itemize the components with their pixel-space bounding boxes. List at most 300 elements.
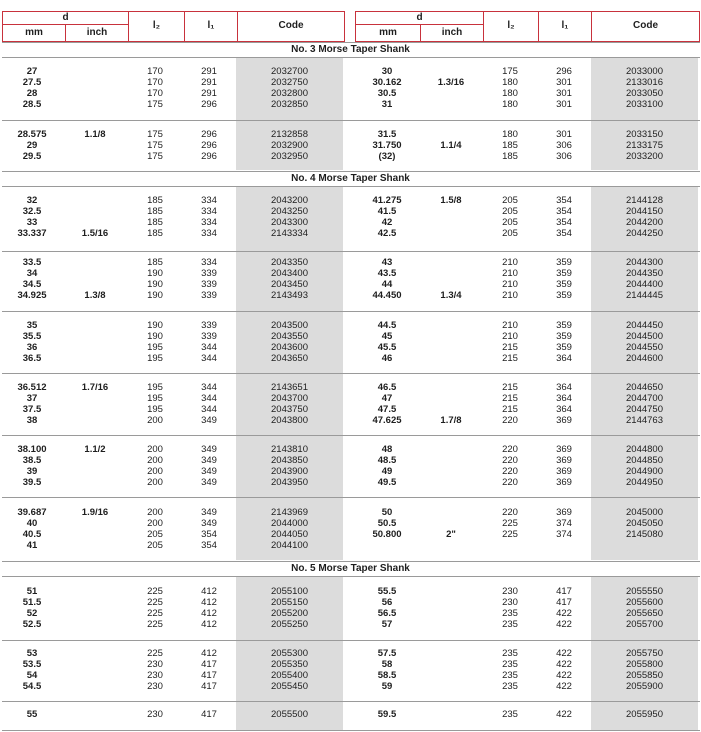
mm-value: 36 <box>26 342 38 353</box>
l1-value: 344 <box>201 404 217 415</box>
mm-value: 34.925 <box>17 290 47 301</box>
l2-value: 235 <box>502 608 518 619</box>
l2-value: 170 <box>147 66 163 77</box>
code-value: 2043550 <box>271 331 308 342</box>
l2-value: 200 <box>147 507 163 518</box>
l2-value: 230 <box>502 597 518 608</box>
code-value: 2055450 <box>271 681 308 692</box>
l1-value: 412 <box>201 586 217 597</box>
l1-value: 412 <box>201 608 217 619</box>
table-row <box>0 619 701 630</box>
l2-value: 200 <box>147 518 163 529</box>
l2-value: 195 <box>147 353 163 364</box>
l1-value: 359 <box>556 331 572 342</box>
mm-value: 50.5 <box>377 518 397 529</box>
l2-value: 230 <box>147 659 163 670</box>
code-value: 2043350 <box>271 257 308 268</box>
l1-value: 369 <box>556 444 572 455</box>
header-l1: l₁ <box>561 20 569 31</box>
table-row <box>0 444 701 455</box>
mm-value: 51 <box>26 586 38 597</box>
code-value: 2044100 <box>271 540 308 551</box>
code-value: 2055950 <box>626 709 663 720</box>
mm-value: 27 <box>26 66 38 77</box>
code-value: 2044250 <box>626 228 663 239</box>
l1-value: 349 <box>201 415 217 426</box>
l2-value: 230 <box>147 670 163 681</box>
table-row <box>0 217 701 228</box>
l1-value: 334 <box>201 257 217 268</box>
l1-value: 301 <box>556 88 572 99</box>
mm-value: 39 <box>26 466 38 477</box>
l2-value: 210 <box>502 268 518 279</box>
mm-value: 35 <box>26 320 38 331</box>
l1-value: 349 <box>201 507 217 518</box>
l1-value: 354 <box>556 206 572 217</box>
mm-value: 43.5 <box>377 268 397 279</box>
code-value: 2032900 <box>271 140 308 151</box>
l2-value: 225 <box>147 597 163 608</box>
l2-value: 220 <box>502 415 518 426</box>
l1-value: 301 <box>556 129 572 140</box>
inch-value: 1.5/16 <box>81 228 109 239</box>
code-value: 2033100 <box>626 99 663 110</box>
l2-value: 190 <box>147 268 163 279</box>
table-row <box>0 404 701 415</box>
code-value: 2055650 <box>626 608 663 619</box>
l2-value: 190 <box>147 331 163 342</box>
mm-value: 29.5 <box>22 151 42 162</box>
code-value: 2044000 <box>271 518 308 529</box>
inch-value: 1.9/16 <box>81 507 109 518</box>
l1-value: 349 <box>201 455 217 466</box>
code-value: 2043250 <box>271 206 308 217</box>
mm-value: 39.5 <box>22 477 42 488</box>
l2-value: 225 <box>502 529 518 540</box>
mm-value: 45.5 <box>377 342 397 353</box>
table-row <box>0 206 701 217</box>
l2-value: 215 <box>502 382 518 393</box>
mm-value: 42 <box>381 217 393 228</box>
code-value: 2043450 <box>271 279 308 290</box>
code-value: 2055700 <box>626 619 663 630</box>
code-value: 2044500 <box>626 331 663 342</box>
code-value: 2055250 <box>271 619 308 630</box>
code-value: 2045050 <box>626 518 663 529</box>
header-l2: l₂ <box>507 20 515 31</box>
table-header-right <box>355 11 700 42</box>
inch-value: 2" <box>446 529 456 540</box>
l1-value: 422 <box>556 709 572 720</box>
l2-value: 220 <box>502 507 518 518</box>
code-value: 2033150 <box>626 129 663 140</box>
l2-value: 235 <box>502 681 518 692</box>
l1-value: 359 <box>556 279 572 290</box>
l2-value: 205 <box>502 217 518 228</box>
l1-value: 301 <box>556 99 572 110</box>
l2-value: 185 <box>147 206 163 217</box>
table-row <box>0 670 701 681</box>
l2-value: 190 <box>147 290 163 301</box>
code-value: 2044750 <box>626 404 663 415</box>
l2-value: 230 <box>147 681 163 692</box>
l2-value: 230 <box>502 586 518 597</box>
table-row <box>0 99 701 110</box>
l2-value: 210 <box>502 290 518 301</box>
l1-value: 417 <box>556 597 572 608</box>
mm-value: 38.100 <box>17 444 47 455</box>
l2-value: 215 <box>502 393 518 404</box>
code-value: 2044950 <box>626 477 663 488</box>
mm-value: 38.5 <box>22 455 42 466</box>
mm-value: 46.5 <box>377 382 397 393</box>
code-value: 2055100 <box>271 586 308 597</box>
header-inch: inch <box>86 27 108 38</box>
code-value: 2033000 <box>626 66 663 77</box>
code-value: 2055500 <box>271 709 308 720</box>
code-value: 2055850 <box>626 670 663 681</box>
mm-value: 53 <box>26 648 38 659</box>
mm-value: 58.5 <box>377 670 397 681</box>
mm-value: 47 <box>381 393 393 404</box>
mm-value: 31.5 <box>377 129 397 140</box>
mm-value: 40.5 <box>22 529 42 540</box>
mm-value: 35.5 <box>22 331 42 342</box>
code-value: 2055150 <box>271 597 308 608</box>
code-value: 2033050 <box>626 88 663 99</box>
l1-value: 291 <box>201 66 217 77</box>
l2-value: 170 <box>147 88 163 99</box>
header-l2: l₂ <box>152 20 161 31</box>
code-value: 2043700 <box>271 393 308 404</box>
code-value: 2055600 <box>626 597 663 608</box>
l2-value: 185 <box>147 195 163 206</box>
code-value: 2044700 <box>626 393 663 404</box>
mm-value: 47.5 <box>377 404 397 415</box>
l1-value: 344 <box>201 353 217 364</box>
table-row <box>0 257 701 268</box>
l1-value: 422 <box>556 681 572 692</box>
code-value: 2055800 <box>626 659 663 670</box>
table-row <box>0 608 701 619</box>
code-value: 2144445 <box>626 290 663 301</box>
l2-value: 230 <box>147 709 163 720</box>
mm-value: 34.5 <box>22 279 42 290</box>
l2-value: 220 <box>502 444 518 455</box>
l2-value: 205 <box>502 195 518 206</box>
section-divider <box>2 42 700 43</box>
code-value: 2055300 <box>271 648 308 659</box>
header-l1: l₁ <box>207 20 215 31</box>
inch-value: 1.1/8 <box>84 129 106 140</box>
mm-value: 41 <box>26 540 38 551</box>
mm-value: 39.687 <box>17 507 47 518</box>
l2-value: 205 <box>147 540 163 551</box>
mm-value: 52 <box>26 608 38 619</box>
table-row <box>0 279 701 290</box>
l1-value: 359 <box>556 290 572 301</box>
inch-value: 1.5/8 <box>440 195 462 206</box>
l2-value: 225 <box>147 608 163 619</box>
mm-value: 50 <box>381 507 393 518</box>
table-row <box>0 507 701 518</box>
l2-value: 235 <box>502 648 518 659</box>
l1-value: 344 <box>201 382 217 393</box>
mm-value: 55 <box>26 709 38 720</box>
l1-value: 364 <box>556 404 572 415</box>
table-row <box>0 659 701 670</box>
code-value: 2144128 <box>626 195 663 206</box>
mm-value: 54.5 <box>22 681 42 692</box>
code-value: 2044900 <box>626 466 663 477</box>
table-row <box>0 228 701 239</box>
l2-value: 180 <box>502 129 518 140</box>
l2-value: 170 <box>147 77 163 88</box>
l1-value: 291 <box>201 88 217 99</box>
code-value: 2044850 <box>626 455 663 466</box>
table-row <box>0 709 701 720</box>
l1-value: 339 <box>201 331 217 342</box>
table-row <box>0 195 701 206</box>
l2-value: 235 <box>502 619 518 630</box>
l2-value: 180 <box>502 99 518 110</box>
l2-value: 235 <box>502 709 518 720</box>
mm-value: 44.5 <box>377 320 397 331</box>
code-value: 2044350 <box>626 268 663 279</box>
mm-value: 48 <box>381 444 393 455</box>
mm-value: 33.337 <box>17 228 47 239</box>
l2-value: 210 <box>502 279 518 290</box>
l1-value: 339 <box>201 279 217 290</box>
l1-value: 339 <box>201 320 217 331</box>
code-value: 2145080 <box>626 529 663 540</box>
table-row <box>0 320 701 331</box>
l1-value: 359 <box>556 257 572 268</box>
mm-value: 59 <box>381 681 393 692</box>
code-value: 2143334 <box>271 228 308 239</box>
l1-value: 359 <box>556 320 572 331</box>
mm-value: 56 <box>381 597 393 608</box>
table-row <box>0 681 701 692</box>
mm-value: 32.5 <box>22 206 42 217</box>
l1-value: 417 <box>201 670 217 681</box>
mm-value: 31.750 <box>372 140 402 151</box>
code-value: 2144763 <box>626 415 663 426</box>
mm-value: 28 <box>26 88 38 99</box>
l1-value: 417 <box>201 659 217 670</box>
mm-value: 57 <box>381 619 393 630</box>
code-value: 2143969 <box>271 507 308 518</box>
l2-value: 220 <box>502 455 518 466</box>
code-value: 2055750 <box>626 648 663 659</box>
l2-value: 225 <box>147 619 163 630</box>
section-title: No. 4 Morse Taper Shank <box>291 173 410 184</box>
l1-value: 422 <box>556 619 572 630</box>
code-value: 2043300 <box>271 217 308 228</box>
l2-value: 185 <box>502 151 518 162</box>
l1-value: 369 <box>556 415 572 426</box>
table-row <box>0 455 701 466</box>
l1-value: 354 <box>556 228 572 239</box>
l1-value: 369 <box>556 507 572 518</box>
l1-value: 354 <box>556 195 572 206</box>
inch-value: 1.3/8 <box>84 290 106 301</box>
l2-value: 215 <box>502 353 518 364</box>
l1-value: 412 <box>201 619 217 630</box>
l2-value: 185 <box>147 228 163 239</box>
mm-value: 59.5 <box>377 709 397 720</box>
mm-value: 49.5 <box>377 477 397 488</box>
l1-value: 296 <box>201 99 217 110</box>
header-d: d <box>62 12 69 23</box>
mm-value: 36.512 <box>17 382 47 393</box>
l2-value: 185 <box>502 140 518 151</box>
header-mm: mm <box>379 27 397 38</box>
l1-value: 334 <box>201 195 217 206</box>
l1-value: 296 <box>201 151 217 162</box>
mm-value: 37 <box>26 393 38 404</box>
code-value: 2044650 <box>626 382 663 393</box>
l1-value: 296 <box>201 129 217 140</box>
inch-value: 1.7/16 <box>81 382 109 393</box>
code-value: 2143810 <box>271 444 308 455</box>
l2-value: 195 <box>147 404 163 415</box>
l2-value: 200 <box>147 444 163 455</box>
table-row <box>0 129 701 140</box>
mm-value: 51.5 <box>22 597 42 608</box>
l1-value: 334 <box>201 217 217 228</box>
l2-value: 200 <box>147 455 163 466</box>
code-value: 2044600 <box>626 353 663 364</box>
mm-value: 46 <box>381 353 393 364</box>
l2-value: 200 <box>147 415 163 426</box>
code-value: 2043850 <box>271 455 308 466</box>
mm-value: 52.5 <box>22 619 42 630</box>
mm-value: 41.275 <box>372 195 402 206</box>
l2-value: 210 <box>502 331 518 342</box>
l1-value: 422 <box>556 608 572 619</box>
l1-value: 417 <box>201 681 217 692</box>
header-code: Code <box>278 20 304 31</box>
mm-value: 30 <box>381 66 393 77</box>
mm-value: 50.800 <box>372 529 402 540</box>
mm-value: 30.5 <box>377 88 397 99</box>
code-value: 2032750 <box>271 77 308 88</box>
table-row <box>0 415 701 426</box>
table-header-left <box>2 11 345 42</box>
code-value: 2055900 <box>626 681 663 692</box>
code-value: 2043950 <box>271 477 308 488</box>
mm-value: 33.5 <box>22 257 42 268</box>
code-value: 2043650 <box>271 353 308 364</box>
code-value: 2043900 <box>271 466 308 477</box>
code-value: 2043600 <box>271 342 308 353</box>
l2-value: 235 <box>502 670 518 681</box>
l2-value: 200 <box>147 466 163 477</box>
mm-value: 29 <box>26 140 38 151</box>
l2-value: 210 <box>502 320 518 331</box>
l2-value: 220 <box>502 466 518 477</box>
table-row <box>0 393 701 404</box>
l2-value: 175 <box>147 151 163 162</box>
mm-value: 44.450 <box>372 290 402 301</box>
l1-value: 369 <box>556 466 572 477</box>
table-row <box>0 597 701 608</box>
mm-value: 30.162 <box>372 77 402 88</box>
l1-value: 349 <box>201 477 217 488</box>
l2-value: 175 <box>147 129 163 140</box>
header-mm: mm <box>25 27 43 38</box>
mm-value: 53.5 <box>22 659 42 670</box>
l1-value: 422 <box>556 648 572 659</box>
code-value: 2043800 <box>271 415 308 426</box>
table-row <box>0 353 701 364</box>
inch-value: 1.1/4 <box>440 140 462 151</box>
l1-value: 417 <box>201 709 217 720</box>
mm-value: 31 <box>381 99 393 110</box>
group-divider <box>2 730 700 731</box>
code-value: 2032950 <box>271 151 308 162</box>
mm-value: 34 <box>26 268 38 279</box>
l1-value: 349 <box>201 518 217 529</box>
mm-value: 37.5 <box>22 404 42 415</box>
inch-value: 1.7/8 <box>440 415 462 426</box>
l1-value: 364 <box>556 353 572 364</box>
l1-value: 349 <box>201 444 217 455</box>
l2-value: 210 <box>502 257 518 268</box>
code-value: 2133175 <box>626 140 663 151</box>
code-value: 2044550 <box>626 342 663 353</box>
l2-value: 175 <box>502 66 518 77</box>
mm-value: 54 <box>26 670 38 681</box>
l1-value: 422 <box>556 659 572 670</box>
l1-value: 334 <box>201 206 217 217</box>
mm-value: 48.5 <box>377 455 397 466</box>
l2-value: 180 <box>502 77 518 88</box>
code-value: 2044800 <box>626 444 663 455</box>
code-value: 2055200 <box>271 608 308 619</box>
l2-value: 235 <box>502 659 518 670</box>
code-value: 2033200 <box>626 151 663 162</box>
l2-value: 205 <box>502 228 518 239</box>
table-row <box>0 66 701 77</box>
l2-value: 215 <box>502 404 518 415</box>
l1-value: 296 <box>201 140 217 151</box>
header-code: Code <box>633 20 658 31</box>
code-value: 2133016 <box>626 77 663 88</box>
code-value: 2043200 <box>271 195 308 206</box>
l2-value: 180 <box>502 88 518 99</box>
code-value: 2044400 <box>626 279 663 290</box>
mm-value: 58 <box>381 659 393 670</box>
l1-value: 359 <box>556 342 572 353</box>
table-row <box>0 648 701 659</box>
table-row <box>0 151 701 162</box>
l1-value: 349 <box>201 466 217 477</box>
mm-value: 42.5 <box>377 228 397 239</box>
l1-value: 412 <box>201 648 217 659</box>
code-value: 2143651 <box>271 382 308 393</box>
l1-value: 369 <box>556 477 572 488</box>
code-value: 2044200 <box>626 217 663 228</box>
code-value: 2055350 <box>271 659 308 670</box>
table-row <box>0 518 701 529</box>
code-value: 2045000 <box>626 507 663 518</box>
table-row <box>0 382 701 393</box>
l1-value: 412 <box>201 597 217 608</box>
mm-value: 33 <box>26 217 38 228</box>
section-title: No. 5 Morse Taper Shank <box>291 563 410 574</box>
